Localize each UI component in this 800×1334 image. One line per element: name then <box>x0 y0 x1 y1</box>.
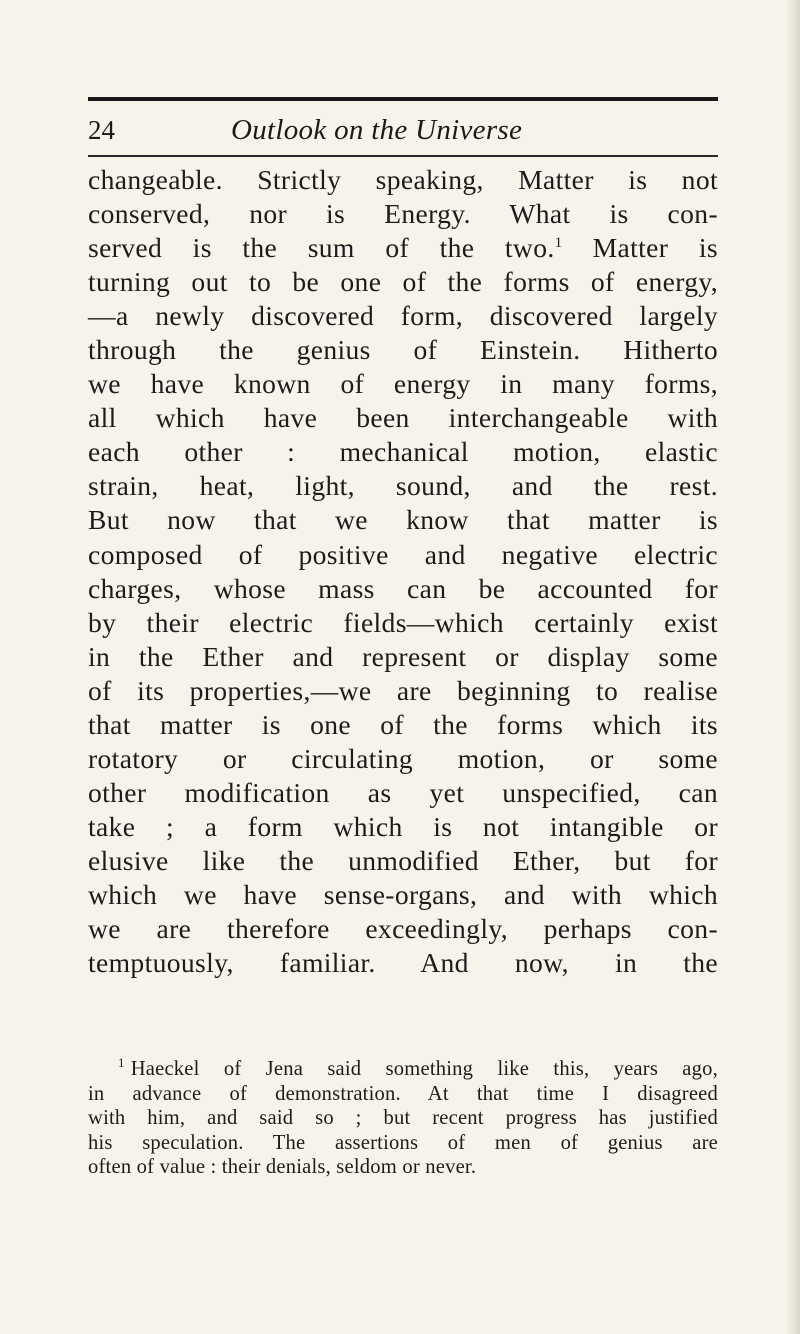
body-line: temptuously, familiar. And now, in the <box>88 947 718 979</box>
body-line: each other : mechanical motion, elastic <box>88 436 718 468</box>
top-rule <box>88 97 718 101</box>
body-line: we are therefore exceedingly, perhaps con- <box>88 913 718 945</box>
running-head <box>88 110 718 150</box>
footnote-line: often of value : their denials, seldom or never. <box>88 1156 477 1179</box>
body-line: other modification as yet unspecified, can <box>88 776 718 808</box>
footnote <box>88 1057 718 1180</box>
footnote-reference: 1 <box>554 234 563 251</box>
body-line: in the Ether and represent or display some <box>88 640 718 672</box>
body-line: elusive like the unmodified Ether, but for <box>88 844 718 876</box>
footnote-line: with him, and said so ; but recent progress has justified <box>88 1107 718 1130</box>
body-line: by their electric fields—which certainly exist <box>88 606 718 638</box>
footnote-line-text: Haeckel of Jena said something like this, years ago, <box>130 1058 718 1080</box>
body-line: changeable. Strictly speaking, Matter is not <box>88 164 718 195</box>
footnote-line: in advance of demonstration. At that time I disagreed <box>88 1082 718 1105</box>
body-line: But now that we know that matter is <box>88 504 718 536</box>
page-edge-shadow <box>786 0 800 1334</box>
body-line: that matter is one of the forms which its <box>88 708 718 740</box>
running-title: Outlook on the Universe <box>231 114 523 146</box>
body-line: take ; a form which is not intangible or <box>88 810 718 842</box>
body-line: rotatory or circulating motion, or some <box>88 742 718 774</box>
body-line-text: served is the sum of the two. <box>88 232 555 264</box>
body-line: through the genius of Einstein. Hitherto <box>88 334 718 366</box>
body-line: turning out to be one of the forms of energy, <box>88 266 718 298</box>
footnote-line <box>88 1057 718 1082</box>
page-number: 24 <box>88 115 115 145</box>
body-line-with-footnote-ref <box>88 231 718 265</box>
head-rule <box>88 155 718 157</box>
body-line: we have known of energy in many forms, <box>88 368 718 400</box>
body-line: composed of positive and negative electric <box>88 538 718 570</box>
footnote-line: his speculation. The assertions of men of genius are <box>88 1131 718 1154</box>
body-line: charges, whose mass can be accounted for <box>88 572 718 604</box>
footnote-marker: 1 <box>118 1055 125 1071</box>
body-line: which we have sense-organs, and with which <box>88 878 718 910</box>
body-line: of its properties,—we are beginning to realise <box>88 674 718 706</box>
body-line-text-continued: Matter is <box>562 232 718 264</box>
body-line: conserved, nor is Energy. What is con- <box>88 198 718 230</box>
body-line: —a newly discovered form, discovered largely <box>88 300 718 332</box>
body-line: strain, heat, light, sound, and the rest. <box>88 470 718 502</box>
body-line: all which have been interchangeable with <box>88 402 718 434</box>
body-text <box>88 163 718 980</box>
